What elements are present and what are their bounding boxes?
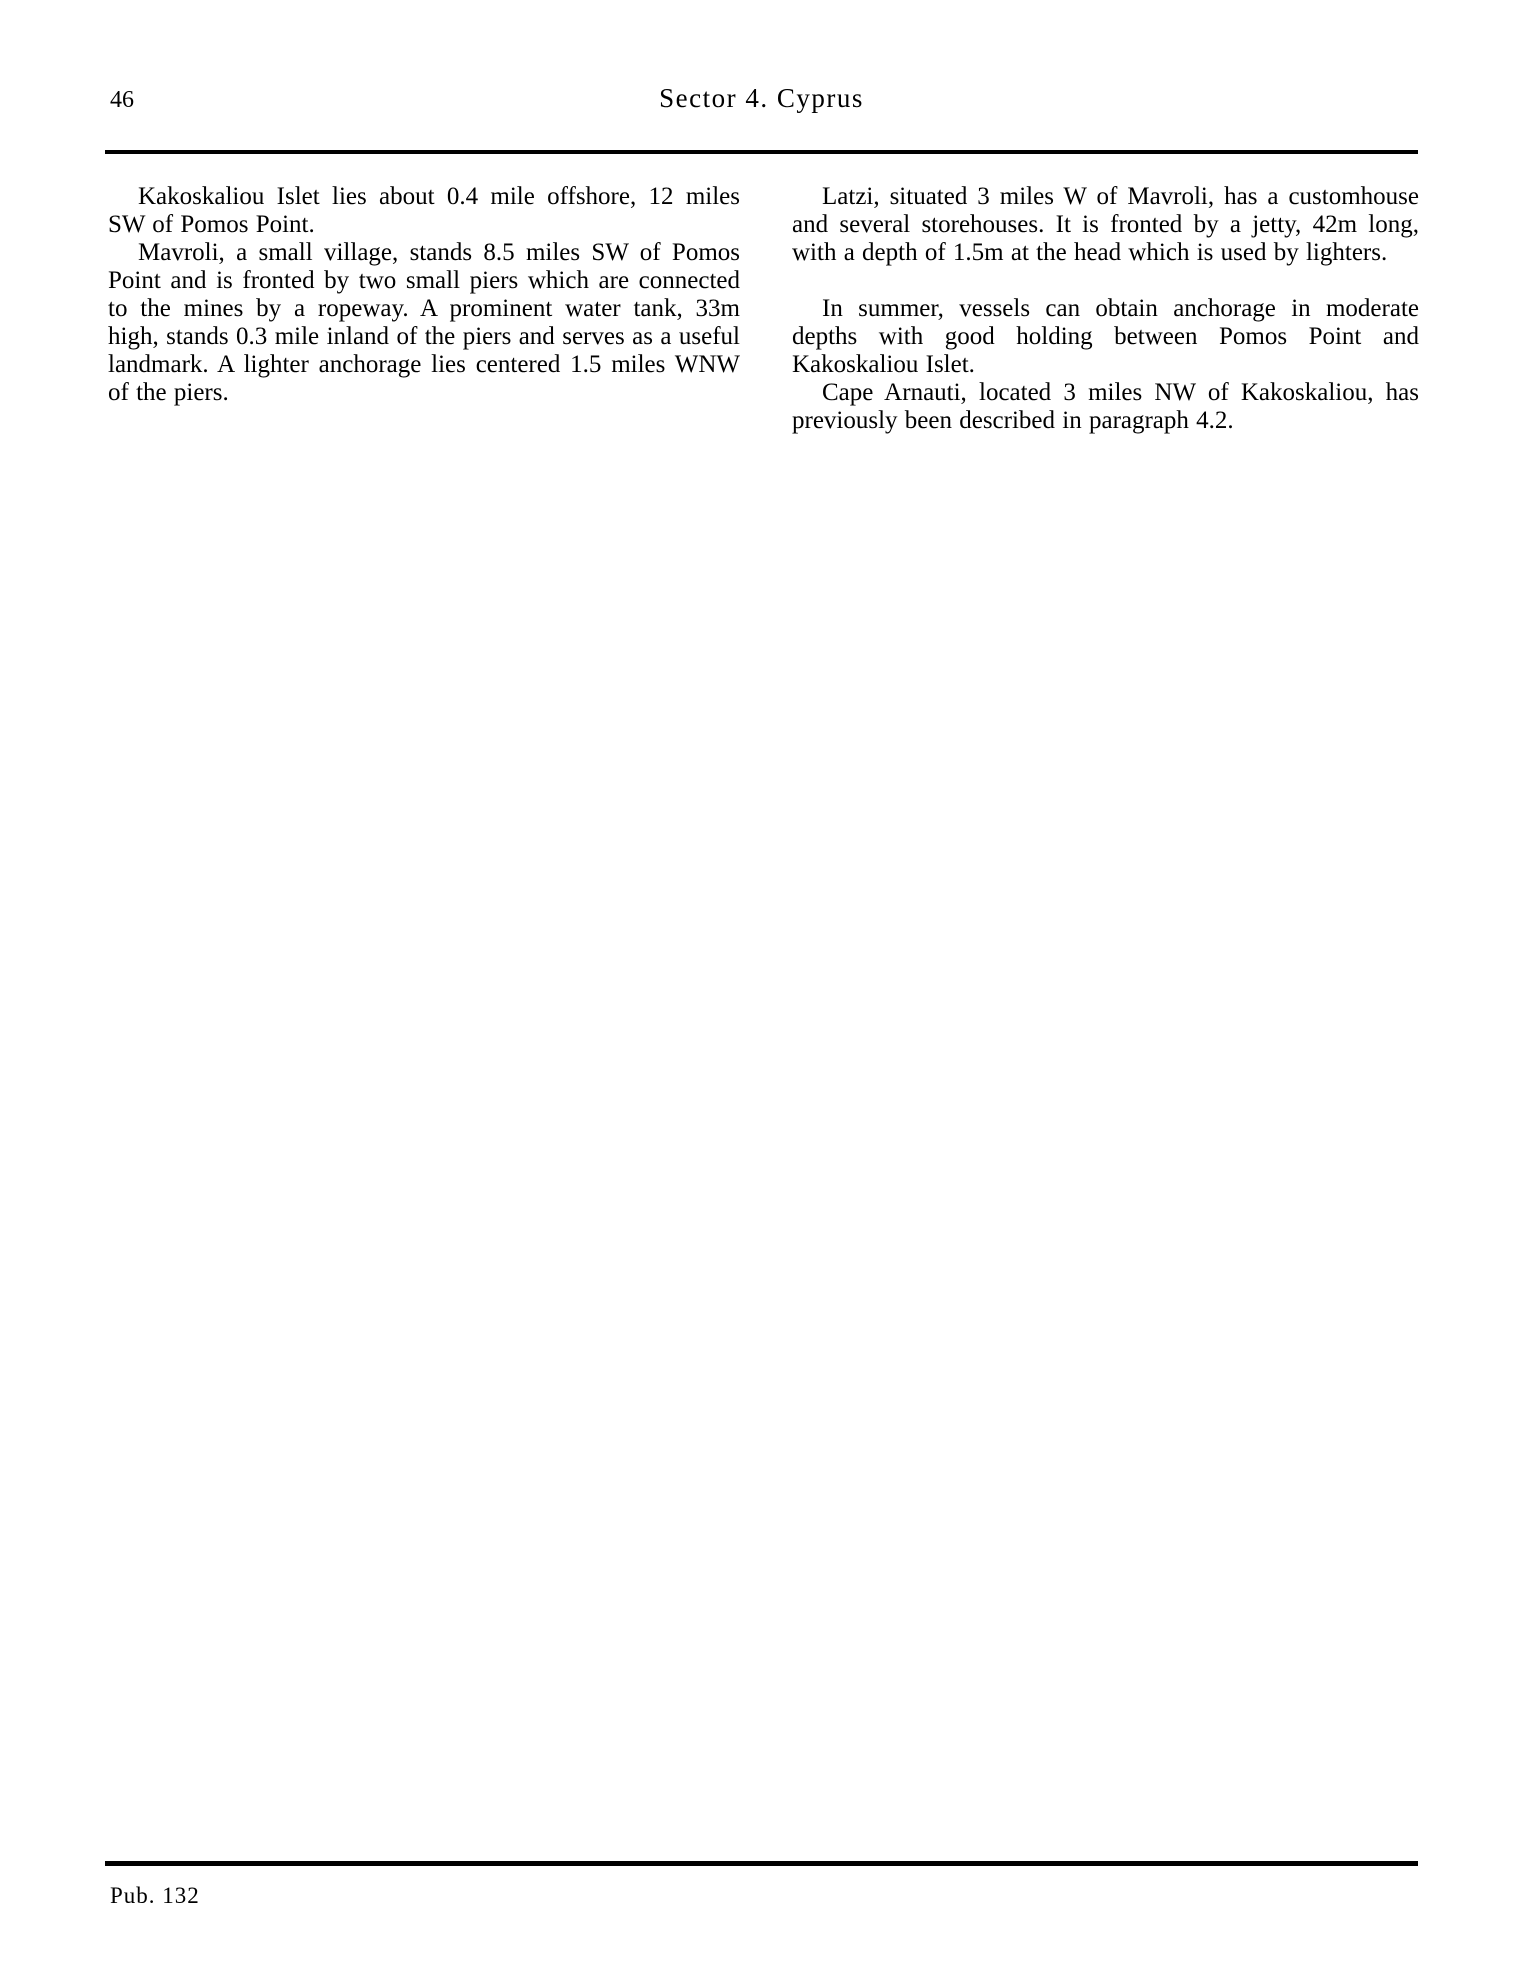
header-rule	[105, 150, 1418, 154]
left-column	[108, 183, 740, 435]
footer-rule	[105, 1861, 1418, 1866]
page-number: 46	[110, 87, 134, 113]
paragraph-summer-anchorage: In summer, vessels can obtain anchorage in moderate depths with good holding between Pomos Point and Kakoskaliou Islet.	[792, 295, 1419, 378]
paragraph-cape-arnauti: Cape Arnauti, located 3 miles NW of Kakoskaliou, has previously been described in paragraph 4.2.	[792, 379, 1419, 434]
page-footer	[110, 1884, 200, 1908]
text-columns	[108, 183, 1419, 435]
publication-number: Pub. 132	[110, 1883, 200, 1908]
paragraph-latzi: Latzi, situated 3 miles W of Mavroli, has a customhouse and several storehouses. It is fronted by a jetty, 42m long, with a depth of 1.5m at the head which is used by lighters.	[792, 183, 1419, 266]
right-column	[792, 183, 1419, 435]
paragraph-mavroli: Mavroli, a small village, stands 8.5 miles SW of Pomos Point and is fronted by two small piers which are connected to the mines by a ropeway. A prominent water tank, 33m high, stands 0.3 mile inland of the piers and serves as a useful landmark. A lighter anchorage lies centered 1.5 miles WNW of the piers.	[108, 239, 740, 406]
paragraph-kakoskaliou-islet: Kakoskaliou Islet lies about 0.4 mile offshore, 12 miles SW of Pomos Point.	[108, 183, 740, 238]
page-title: Sector 4. Cyprus	[659, 83, 864, 113]
page-header	[105, 84, 1418, 120]
